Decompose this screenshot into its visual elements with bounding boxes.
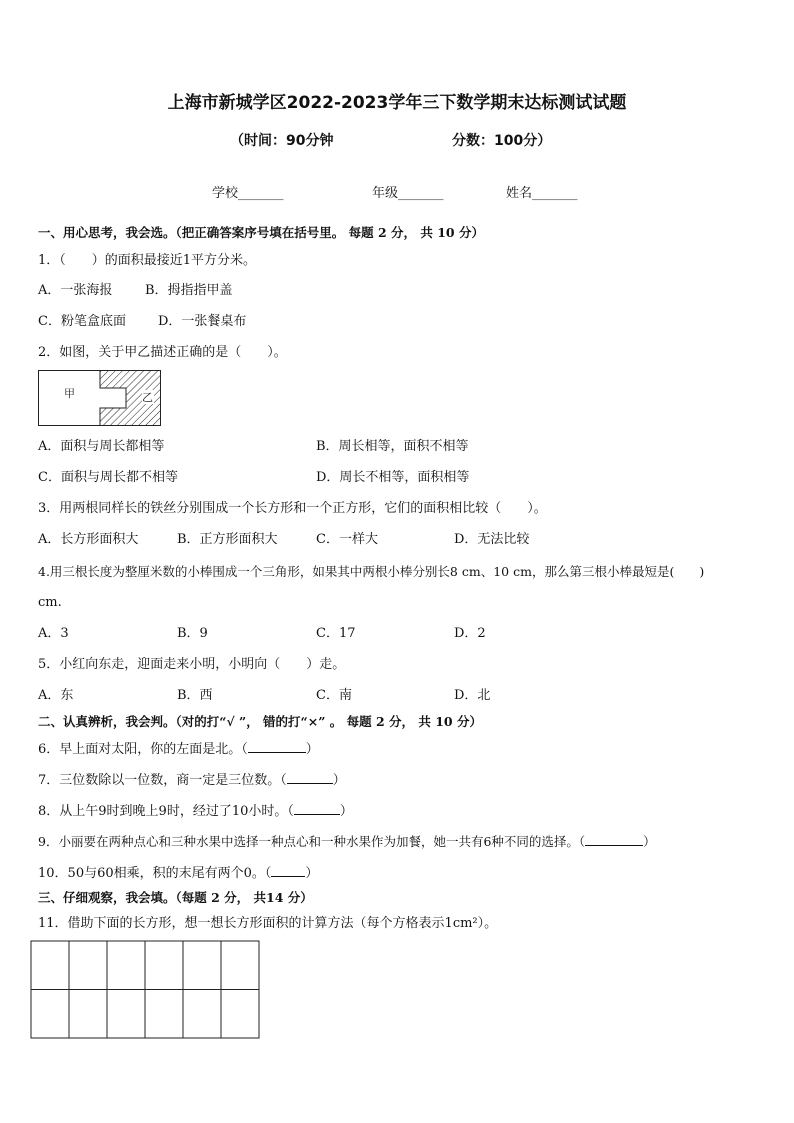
page-title: 上海市新城学区2022-2023学年三下数学期末达标测试试题 bbox=[167, 93, 627, 113]
grid-cell bbox=[69, 990, 107, 1039]
q3-option-c[interactable]: C．一样大 bbox=[316, 532, 378, 547]
q10-answer-blank[interactable] bbox=[271, 864, 305, 877]
q7-stem: 7．三位数除以一位数，商一定是三位数。（ bbox=[38, 773, 287, 788]
q3-option-d[interactable]: D．无法比较 bbox=[454, 532, 530, 547]
q2-label-yi: 乙 bbox=[142, 391, 153, 404]
section-3-heading: 三、仔细观察，我会填。（每题 2 分， 共14 分） bbox=[38, 890, 313, 905]
q5-option-d[interactable]: D．北 bbox=[454, 688, 491, 703]
grid-cell bbox=[31, 990, 69, 1039]
q8-answer-blank[interactable] bbox=[294, 802, 340, 815]
q2-option-d[interactable]: D．周长不相等，面积相等 bbox=[316, 470, 470, 485]
q5-option-c[interactable]: C．南 bbox=[316, 688, 352, 703]
grid-cell bbox=[69, 941, 107, 990]
q1-stem: 1．（ ）的面积最接近1平方分米。 bbox=[38, 253, 257, 268]
grid-cell bbox=[145, 941, 183, 990]
q7-close: ） bbox=[332, 773, 346, 788]
grid-cell bbox=[145, 990, 183, 1039]
q5-option-b[interactable]: B．西 bbox=[177, 688, 213, 703]
q9-answer-blank[interactable] bbox=[585, 833, 643, 846]
q6-answer-blank[interactable] bbox=[248, 740, 306, 753]
exam-score: 分数：100分） bbox=[452, 133, 552, 149]
q5-stem: 5．小红向东走，迎面走来小明，小明向（ ）走。 bbox=[38, 657, 346, 672]
name-field[interactable]: 姓名_______ bbox=[506, 186, 578, 201]
grid-cell bbox=[221, 941, 259, 990]
q2-label-jia: 甲 bbox=[64, 387, 75, 400]
q4-option-c[interactable]: C．17 bbox=[316, 626, 356, 641]
q8-stem: 8．从上午9时到晚上9时，经过了10小时。（ bbox=[38, 804, 294, 819]
q1-option-c[interactable]: C．粉笔盒底面 bbox=[38, 314, 126, 329]
q4-option-d[interactable]: D．2 bbox=[454, 626, 486, 641]
q2-option-b[interactable]: B．周长相等，面积不相等 bbox=[316, 439, 469, 454]
q7-item bbox=[38, 771, 346, 789]
grid-cell bbox=[183, 941, 221, 990]
q2-option-a[interactable]: A．面积与周长都相等 bbox=[38, 439, 165, 454]
q6-item bbox=[38, 740, 319, 758]
q1-option-a[interactable]: A．一张海报 bbox=[38, 283, 113, 298]
q7-answer-blank[interactable] bbox=[287, 771, 333, 784]
q10-item bbox=[38, 864, 318, 882]
q10-close: ） bbox=[305, 866, 319, 881]
grid-cell bbox=[107, 941, 145, 990]
q11-grid bbox=[30, 940, 260, 1039]
q6-close: ） bbox=[305, 742, 319, 757]
grid-cell bbox=[107, 990, 145, 1039]
q9-item bbox=[38, 833, 656, 850]
q4-stem: 4.用三根长度为整厘米数的小棒围成一个三角形，如果其中两根小棒分别长8 cm、10 cm，那么第三根小棒最短是( ) bbox=[38, 564, 705, 579]
q5-option-a[interactable]: A．东 bbox=[38, 688, 74, 703]
q3-option-a[interactable]: A．长方形面积大 bbox=[38, 532, 139, 547]
q8-item bbox=[38, 802, 353, 820]
q1-option-d[interactable]: D．一张餐桌布 bbox=[158, 314, 247, 329]
q9-close: ） bbox=[643, 834, 656, 849]
grid-cell bbox=[31, 941, 69, 990]
q8-close: ） bbox=[339, 804, 353, 819]
section-2-heading: 二、认真辨析，我会判。（对的打“√ ”， 错的打“×” 。 每题 2 分， 共 10 分） bbox=[38, 714, 482, 729]
q2-figure bbox=[38, 370, 162, 426]
grade-field[interactable]: 年级_______ bbox=[372, 186, 444, 201]
q9-stem: 9．小丽要在两种点心和三种水果中选择一种点心和一种水果作为加餐，她一共有6种不同的选择。（ bbox=[38, 834, 586, 849]
q2-option-c[interactable]: C．面积与周长都不相等 bbox=[38, 470, 178, 485]
q2-stem: 2．如图，关于甲乙描述正确的是（ ）。 bbox=[38, 345, 287, 360]
q4-option-a[interactable]: A．3 bbox=[38, 626, 69, 641]
school-field[interactable]: 学校_______ bbox=[212, 186, 284, 201]
q4-option-b[interactable]: B．9 bbox=[177, 626, 208, 641]
q3-stem: 3．用两根同样长的铁丝分别围成一个长方形和一个正方形，它们的面积相比较（ ）。 bbox=[38, 501, 547, 516]
grid-cell bbox=[221, 990, 259, 1039]
grid-cell bbox=[183, 990, 221, 1039]
q4-stem-unit: cm. bbox=[38, 595, 62, 610]
section-1-heading: 一、用心思考，我会选。（把正确答案序号填在括号里。 每题 2 分， 共 10 分） bbox=[38, 225, 484, 240]
q3-option-b[interactable]: B．正方形面积大 bbox=[177, 532, 278, 547]
exam-time: （时间：90分钟 bbox=[230, 133, 334, 149]
q10-stem: 10．50与60相乘，积的末尾有两个0。（ bbox=[38, 866, 272, 881]
q6-stem: 6．早上面对太阳，你的左面是北。（ bbox=[38, 742, 248, 757]
q1-option-b[interactable]: B．拇指指甲盖 bbox=[145, 283, 233, 298]
q11-stem: 11．借助下面的长方形，想一想长方形面积的计算方法（每个方格表示1cm²）。 bbox=[38, 916, 498, 931]
